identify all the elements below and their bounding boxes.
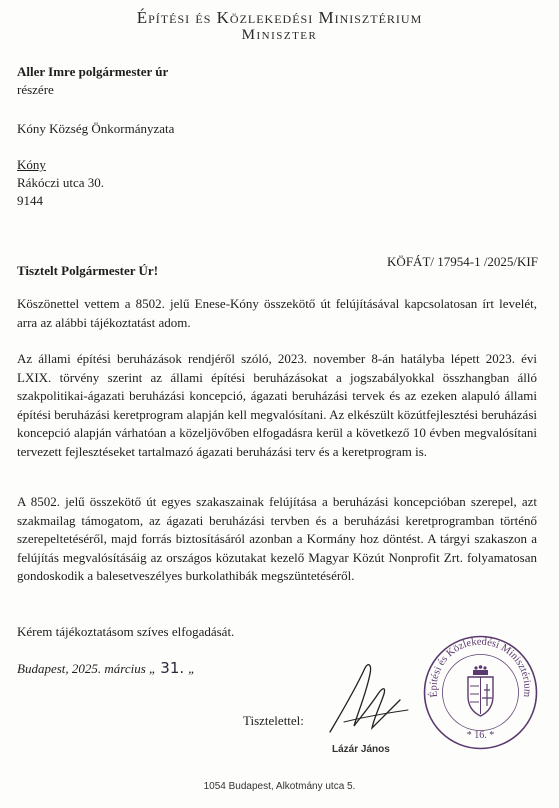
stamp-ring-text: Építési és Közlekedési Minisztérium [428, 636, 533, 698]
recipient-postcode: 9144 [17, 193, 43, 208]
paragraph-law: Az állami építési beruházások rendjéről szóló, 2023. november 8-án hatályba lépett 2023. évi LXIX. törvény szerint az állami építési beruházásokat a jogszabályokkal összhangban álló szakpolitikai-ágazati beruházási koncepció, ágazati beruházási tervek és az ezeken alapuló állami építési beruházási keretprogram alapján kell megvalósítani. Az elkészült közútfejlesztési beruházási koncepció alapján várhatóan a közeljövőben elfogadásra kerül a következő 10 évben megvalósítani tervezett fejlesztéseket tartalmazó ágazati beruházási terv és a keretprogram is. [17, 351, 537, 459]
ministry-header: Építési és Közlekedési Minisztérium [136, 8, 423, 27]
coat-of-arms-icon [468, 665, 493, 716]
signatory-name: Lázár János [332, 744, 390, 755]
reference-number: KÖFÁT/ 17954-1 /2025/KIF [387, 254, 538, 269]
date-day-handwritten: 31. [160, 659, 185, 677]
date-prefix: Budapest, 2025. március „ [17, 661, 157, 676]
salutation: Tisztelt Polgármester Úr! [17, 263, 159, 278]
paragraph-intro: Köszönettel vettem a 8502. jelű Enese-Kóny összekötő út felújításával kapcsolatosan írt levelét, arra az alábbi tájékoztatást adom. [17, 296, 537, 330]
recipient-organization: Kóny Község Önkormányzata [17, 121, 175, 136]
recipient-addressing: részére [17, 82, 54, 97]
recipient-street: Rákóczi utca 30. [17, 175, 104, 190]
recipient-city: Kóny [17, 157, 46, 172]
paragraph-road: A 8502. jelű összekötő út egyes szakaszainak felújítása a beruházási koncepcióban szerepel, azt szakmailag támogatom, az ágazati beruházási tervben és a beruházási keretprogramban történő szerepeltetéséről, majd forrás biztosításáról azonban a Kormány hoz döntést. A tárgyi szakaszon a felújítás megvalósításáig az országos közutakat kezelő Magyar Közút Nonprofit Zrt. folyamatosan gondoskodik a balesetveszélyes burkolathibák megszüntetéséről. [17, 494, 537, 583]
recipient-name: Aller Imre polgármester úr [17, 64, 169, 79]
office-header: Miniszter [241, 27, 318, 43]
stamp-number: * 16. * [466, 730, 495, 741]
date-line [17, 659, 195, 677]
date-suffix: „ [188, 661, 196, 676]
signature-scribble [300, 660, 420, 740]
paragraph-closing-request: Kérem tájékoztatásom szíves elfogadását. [17, 624, 235, 639]
ministry-stamp [418, 630, 543, 755]
closing-regards: Tisztelettel: [243, 713, 304, 728]
footer-address: 1054 Budapest, Alkotmány utca 5. [203, 781, 356, 792]
